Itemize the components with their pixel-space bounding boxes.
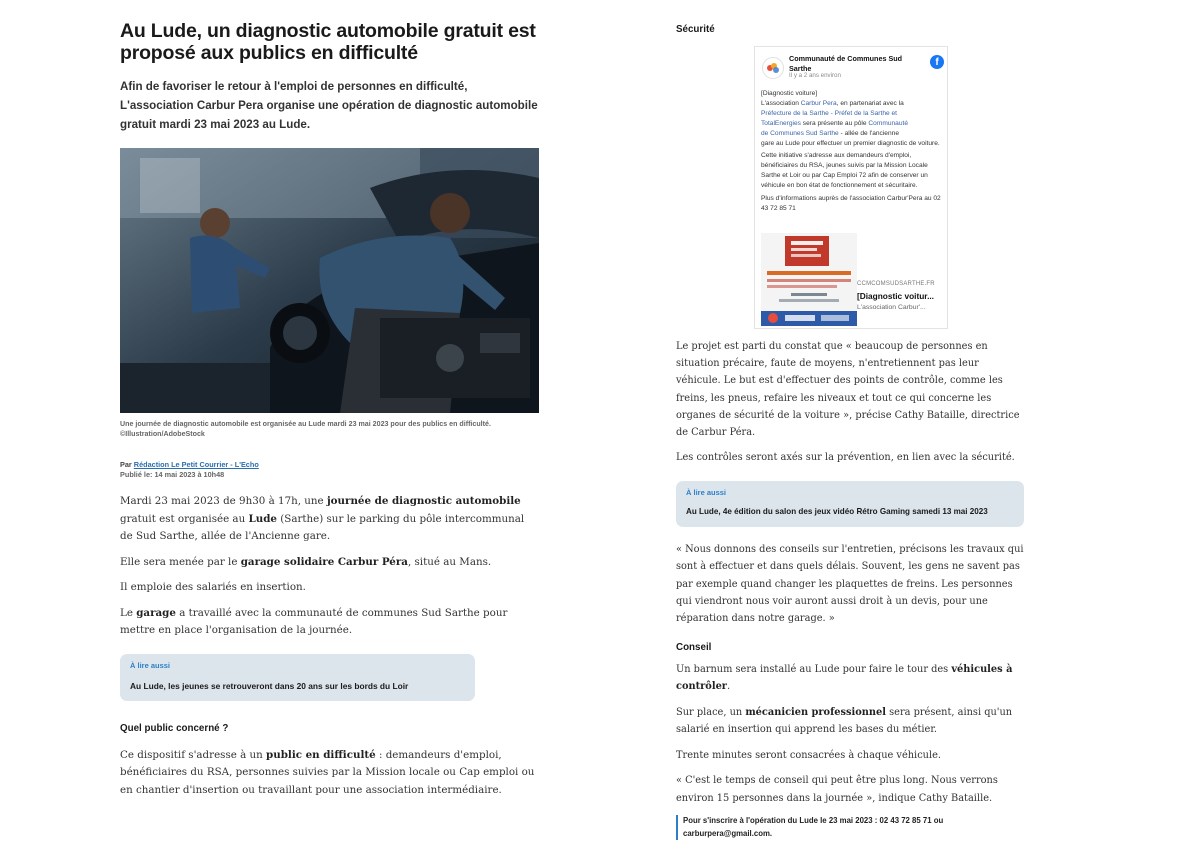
related-kicker: À lire aussi (686, 487, 727, 497)
related-title-link[interactable]: Au Lude, les jeunes se retrouveront dans 20 ans sur les bords du Loir (130, 680, 409, 691)
facebook-embed[interactable] (754, 46, 948, 329)
mechanics-photo-illustration (120, 148, 539, 413)
preview-title[interactable]: [Diagnostic voitur... (857, 291, 934, 301)
byline (120, 460, 540, 470)
body-paragraph: Sur place, un mécanicien professionnel sera présent, ainsi qu'un salarié en insertion qui apprend les bases du métier. (676, 706, 1013, 736)
photo-caption: Une journée de diagnostic automobile est organisée au Lude mardi 23 mai 2023 pour des publics en difficulté. ©Illustration/AdobeStock (120, 420, 491, 438)
author-link[interactable]: Rédaction Le Petit Courrier - L'Echo (133, 460, 259, 469)
preview-description: L'association Carbur'... (857, 304, 926, 311)
related-article-card[interactable] (676, 481, 1024, 527)
facebook-link-preview[interactable] (857, 235, 947, 311)
related-title-link[interactable]: Au Lude, 4e édition du salon des jeux vidéo Rétro Gaming samedi 13 mai 2023 (686, 506, 988, 516)
registration-info-box: Pour s'inscrire à l'opération du Lude le 23 mai 2023 : 02 43 72 85 71 ou carburpera@gmail.com. (676, 815, 993, 840)
body-paragraph: « Nous donnons des conseils sur l'entretien, précisons les travaux qui sont à effectuer et dans quels délais. Souvent, les gens ne savent pas par exemple quand changer les plaquettes de freins. Les personnes qui viendront nous voir auront aussi droit à un devis, pour une réparation dans notre garage. » (676, 543, 1024, 625)
body-paragraph: Un barnum sera installé au Lude pour faire le tour des véhicules à contrôler. (676, 663, 1013, 693)
related-article-card[interactable] (120, 654, 475, 701)
section-heading: Quel public concerné ? (120, 722, 229, 734)
article-left-column (120, 20, 540, 807)
body-paragraph: Mardi 23 mai 2023 de 9h30 à 17h, une journée de diagnostic automobile gratuit est organisée au Lude (Sarthe) sur le parking du pôle intercommunal de Sud Sarthe, allée de l'Ancienne gare. (120, 495, 525, 542)
publish-date: Publié le: 14 mai 2023 à 10h48 (120, 470, 225, 479)
facebook-embed-header (762, 55, 942, 85)
section-heading: Sécurité (676, 24, 715, 35)
related-kicker: À lire aussi (130, 660, 171, 670)
body-paragraph: Il emploie des salariés en insertion. (120, 581, 306, 593)
article-title: Au Lude, un diagnostic automobile gratuit est proposé aux publics en difficulté (120, 20, 536, 64)
body-paragraph: Trente minutes seront consacrées à chaque véhicule. (676, 749, 942, 761)
body-paragraph: Ce dispositif s'adresse à un public en difficulté : demandeurs d'emploi, bénéficiaires du RSA, personnes suivies par la Mission locale ou Cap emploi ou en chantier d'insertion ou travaillant pour une association intermédiaire. (120, 748, 535, 796)
facebook-post-time[interactable]: Il y a 2 ans environ (789, 72, 841, 79)
article-body-right (676, 338, 1024, 840)
section-heading: Conseil (676, 641, 712, 653)
facebook-post-text: [Diagnostic voiture] L'association Carbur Pera, en partenariat avec la Préfecture de la Sarthe - Préfet de la Sarthe et TotalEnergies sera présente au pôle Communauté de Communes Sud Sarthe - allée de l'ancienne gare au Lude pour effectuer un premier diagnostic de voiture. Cette initiative s'adresse aux demandeurs d'emploi, bénéficiaires du RSA, jeunes suivis par la Mission Locale Sarthe et Loir ou par Cap Emploi 72 afin de conserver un véhicule en bon état de fonctionnement et sécuritaire. Plus d'informations auprès de l'association Carbur'Pera au 02 43 72 85 71 (761, 90, 941, 212)
body-paragraph: « C'est le temps de conseil qui peut être plus long. Nous verrons environ 15 personnes dans la journée », indique Cathy Bataille. (676, 775, 998, 804)
article-chapo: Afin de favoriser le retour à l'emploi de personnes en difficulté, L'association Carbur Pera organise une opération de diagnostic automobile gratuit mardi 23 mai 2023 au Lude. (120, 80, 538, 131)
body-paragraph: Elle sera menée par le garage solidaire Carbur Péra, situé au Mans. (120, 555, 492, 568)
org-logo-icon[interactable] (762, 57, 784, 79)
body-paragraph: Les contrôles seront axés sur la prévention, en lien avec la sécurité. (676, 452, 1015, 464)
article-photo[interactable] (120, 148, 539, 413)
body-paragraph: Le garage a travaillé avec la communauté de communes Sud Sarthe pour mettre en place l'organisation de la journée. (120, 606, 508, 636)
byline-prefix: Par (120, 460, 134, 469)
facebook-preview-thumbnail[interactable] (761, 233, 857, 326)
facebook-icon[interactable]: f (930, 55, 944, 69)
body-paragraph: Le projet est parti du constat que « beaucoup de personnes en situation précaire, faute de moyens, n'entretiennent pas leur véhicule. Le but est d'effectuer des points de contrôle, comme les freins, les pneus, refaire les niveaux et tout ce qui concerne les organes de sécurité de la voiture », précise Cathy Bataille, directrice de Carbur Péra. (676, 341, 1020, 439)
preview-domain: CCMCOMSUDSARTHE.FR (857, 281, 935, 287)
article-body-left (120, 493, 540, 640)
flyer-thumbnail-illustration (761, 233, 857, 326)
facebook-org-name[interactable]: Communauté de Communes Sud Sarthe (789, 54, 903, 73)
